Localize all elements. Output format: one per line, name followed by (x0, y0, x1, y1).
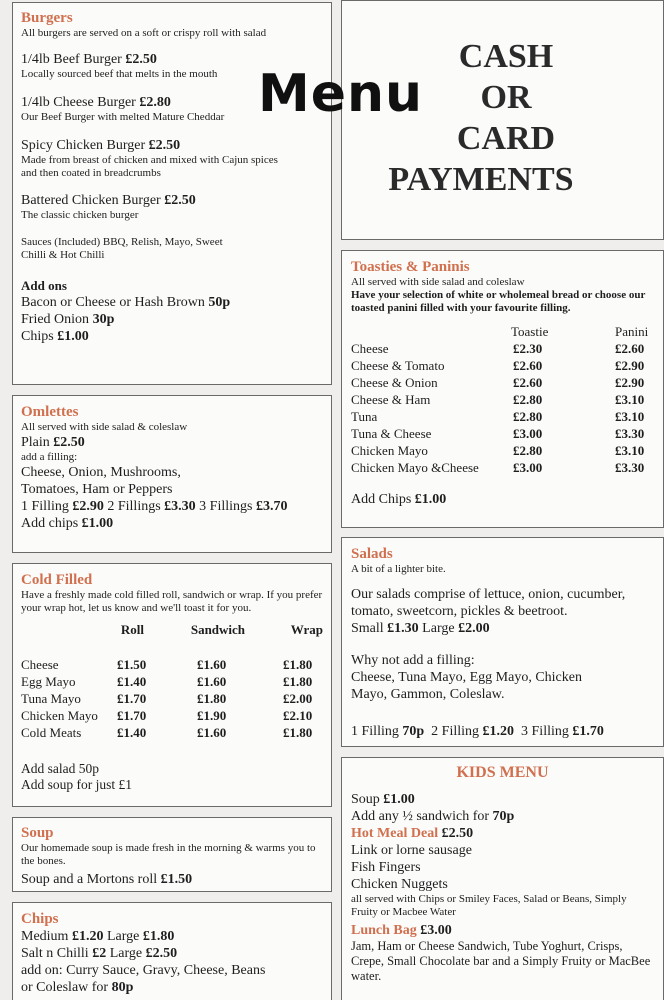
toasties-table-header (351, 323, 654, 340)
item-name: Tuna (351, 409, 378, 424)
item-price: £1.40 (117, 674, 147, 689)
item-name: Cheese & Ham (351, 392, 431, 407)
toasties-intro: All served with side salad and coleslaw (351, 276, 525, 288)
toasties-section (341, 250, 664, 528)
option-label: 2 Fillings (107, 499, 161, 514)
cold-extra: Add soup for just £1 (21, 777, 132, 792)
addons-title: Add ons (21, 278, 67, 293)
omlettes-section (12, 395, 332, 553)
cold-extra: Add salad 50p (21, 761, 99, 776)
omlette-fillings: Cheese, Onion, Mushrooms, Tomatoes, Ham or Peppers (21, 465, 181, 497)
item-price: £1.60 (197, 657, 227, 672)
item-price: £3.00 (513, 426, 543, 441)
item-price: £3.00 (513, 460, 543, 475)
item-price: £2.60 (615, 341, 645, 356)
option-label: 1 Filling (21, 499, 69, 514)
option-price: £3.30 (164, 499, 196, 514)
kids-sandwich-price: 70p (492, 809, 515, 824)
item-price: £1.80 (283, 725, 313, 740)
burgers-title: Burgers (21, 10, 73, 26)
payment-notice-line: CARD (456, 120, 556, 157)
item-name: Egg Mayo (21, 674, 76, 689)
chips-size-price: £2 (92, 946, 107, 961)
burger-item (21, 137, 323, 180)
kids-sandwich-label: Add any ½ sandwich for (351, 809, 490, 824)
salads-desc: Our salads comprise of lettuce, onion, cucumber, tomato, sweetcorn, pickles & beetroot. (351, 587, 626, 619)
filling-note: add a filling: (21, 451, 78, 463)
cold-table-header (21, 621, 323, 638)
lunch-bag-price: £3.00 (420, 923, 452, 938)
burger-price: £2.50 (164, 193, 196, 208)
cold-table (21, 656, 323, 741)
chips-section (12, 902, 332, 1000)
omlettes-intro: All served with side salad & coleslaw (21, 421, 188, 433)
item-name: Cheese (351, 341, 389, 356)
item-price: £2.80 (513, 443, 543, 458)
payment-notice-line: CASH (458, 38, 554, 75)
item-price: £1.60 (197, 674, 227, 689)
chips-size-label: Medium (21, 929, 69, 944)
soup-section (12, 817, 332, 892)
item-price: £2.60 (513, 358, 543, 373)
col-header: Sandwich (190, 622, 246, 637)
salads-title: Salads (351, 546, 393, 562)
chips-addon: add on: Curry Sauce, Gravy, Cheese, Beans (21, 963, 266, 978)
item-price: £3.30 (615, 460, 645, 475)
col-header: Roll (120, 622, 145, 637)
item-name: Chicken Mayo (21, 708, 98, 723)
item-name: Chicken Mayo (351, 443, 428, 458)
salad-size-label: Small (351, 621, 384, 636)
chips-price: £1.00 (81, 516, 114, 531)
chips-label: Add chips (21, 516, 79, 531)
page-title: Menu (258, 64, 424, 124)
payment-notice-line: OR (480, 79, 532, 116)
option-label: 3 Filling (521, 724, 569, 739)
burger-price: £2.50 (148, 138, 181, 153)
burger-desc: Locally sourced beef that melts in the mouth (21, 68, 218, 80)
item-price: £1.80 (197, 691, 227, 706)
item-price: £1.90 (197, 708, 227, 723)
option-label: 2 Filling (431, 724, 480, 739)
chips-size-price: £1.80 (142, 929, 175, 944)
hot-meal-note: all served with Chips or Smiley Faces, Salad or Beans, Simply Fruity or Macbee Water (351, 893, 627, 918)
item-price: £3.30 (615, 426, 645, 441)
option-price: £1.70 (572, 724, 604, 739)
burger-name: Spicy Chicken Burger (21, 138, 146, 153)
table-row (351, 357, 654, 374)
hot-meal-item: Link or lorne sausage (351, 843, 472, 858)
addon-price: £1.00 (57, 329, 89, 344)
option-label: 1 Filling (351, 724, 399, 739)
burgers-section (12, 2, 332, 385)
soup-intro: Our homemade soup is made fresh in the morning & warms you to the bones. (21, 842, 316, 867)
chips-size-label: Large (109, 946, 143, 961)
item-price: £3.10 (615, 443, 645, 458)
hot-meal-item: Chicken Nuggets (351, 877, 448, 892)
omlettes-title: Omlettes (21, 404, 79, 420)
col-header: Toastie (511, 324, 549, 339)
addon-name: Chips (21, 329, 54, 344)
toasties-title: Toasties & Paninis (351, 259, 470, 275)
lunch-bag-desc: Jam, Ham or Cheese Sandwich, Tube Yoghurt, Crisps, Crepe, Small Chocolate bar and a Simply Fruity or MacBee water. (351, 939, 651, 983)
option-price: £1.20 (482, 724, 515, 739)
table-row (351, 391, 654, 408)
item-name: Cheese & Onion (351, 375, 438, 390)
coleslaw-price: 80p (111, 980, 134, 995)
hot-meal-price: £2.50 (441, 826, 474, 841)
burger-price: £2.50 (125, 52, 157, 67)
burger-sauces: Sauces (Included) BBQ, Relish, Mayo, Sweet Chilli & Hot Chilli (21, 236, 223, 261)
col-header: Wrap (290, 622, 324, 637)
coleslaw-label: or Coleslaw for (21, 980, 109, 995)
table-row (351, 374, 654, 391)
chips-size-label: Large (106, 929, 140, 944)
salad-size-label: Large (422, 621, 455, 636)
cold-filled-intro: Have a freshly made cold filled roll, sandwich or wrap. If you prefer your wrap hot, let us know and we'll toast it for you. (21, 589, 323, 614)
toasties-table (351, 340, 654, 476)
cold-filled-section (12, 563, 332, 807)
item-price: £1.70 (117, 708, 147, 723)
addon-name: Fried Onion (21, 312, 90, 327)
addon-name: Bacon or Cheese or Hash Brown (21, 295, 205, 310)
item-price: £3.10 (615, 409, 645, 424)
addon-price: 50p (208, 295, 231, 310)
item-price: £1.80 (283, 657, 313, 672)
item-name: Cheese (21, 657, 59, 672)
soup-title: Soup (21, 825, 54, 841)
option-label: 3 Fillings (199, 499, 253, 514)
item-price: £2.80 (513, 392, 543, 407)
chips-title: Chips (21, 911, 59, 927)
burger-name: Battered Chicken Burger (21, 193, 161, 208)
soup-line-price: £1.50 (160, 872, 193, 887)
salad-size-price: £2.00 (458, 621, 490, 636)
chips-size-price: £2.50 (145, 946, 178, 961)
toasties-note: Have your selection of white or wholemeal bread or choose our toasted panini filled with your favourite filling. (351, 289, 646, 314)
option-price: 70p (402, 724, 425, 739)
plain-price: £2.50 (53, 435, 85, 450)
kids-soup-price: £1.00 (383, 792, 415, 807)
hot-meal-item: Fish Fingers (351, 860, 421, 875)
cold-filled-title: Cold Filled (21, 572, 93, 588)
chips-size-label: Salt n Chilli (21, 946, 89, 961)
burger-name: 1/4lb Beef Burger (21, 52, 122, 67)
kids-section (341, 757, 664, 1000)
addon-price: 30p (92, 312, 115, 327)
col-header: Panini (615, 324, 649, 339)
table-row (351, 340, 654, 357)
salads-intro: A bit of a lighter bite. (351, 563, 446, 575)
option-price: £2.90 (72, 499, 104, 514)
kids-title: KIDS MENU (456, 764, 549, 781)
item-price: £1.50 (117, 657, 147, 672)
lunch-bag-title: Lunch Bag (351, 923, 417, 938)
soup-line-label: Soup and a Mortons roll (21, 872, 158, 887)
salads-fillings: Cheese, Tuna Mayo, Egg Mayo, Chicken Mayo, Gammon, Coleslaw. (351, 670, 582, 702)
plain-label: Plain (21, 435, 50, 450)
item-price: £2.10 (283, 708, 313, 723)
item-name: Tuna & Cheese (351, 426, 432, 441)
burger-desc: The classic chicken burger (21, 209, 139, 221)
item-price: £2.60 (513, 375, 543, 390)
item-price: £2.90 (615, 358, 645, 373)
chips-size-price: £1.20 (71, 929, 104, 944)
item-name: Cheese & Tomato (351, 358, 445, 373)
table-row (351, 459, 654, 476)
payment-notice-line: PAYMENTS (388, 161, 574, 198)
option-price: £3.70 (255, 499, 288, 514)
item-price: £2.30 (513, 341, 543, 356)
salads-section (341, 537, 664, 747)
item-price: £2.80 (513, 409, 543, 424)
hot-meal-title: Hot Meal Deal (351, 826, 439, 841)
item-price: £1.40 (117, 725, 147, 740)
table-row (21, 707, 323, 724)
table-row (351, 408, 654, 425)
item-price: £2.00 (283, 691, 313, 706)
item-price: £1.70 (117, 691, 147, 706)
burger-name: 1/4lb Cheese Burger (21, 95, 136, 110)
item-price: £1.80 (283, 674, 313, 689)
table-row (21, 724, 323, 741)
chips-price: £1.00 (414, 492, 447, 507)
burger-item (21, 192, 323, 222)
burger-desc: Our Beef Burger with melted Mature Cheddar (21, 111, 225, 123)
table-row (21, 673, 323, 690)
item-name: Tuna Mayo (21, 691, 81, 706)
table-row (21, 690, 323, 707)
burger-desc: Made from breast of chicken and mixed with Cajun spices and then coated in breadcrumbs (21, 154, 278, 179)
kids-soup-label: Soup (351, 792, 380, 807)
chips-label: Add Chips (351, 492, 412, 507)
burger-price: £2.80 (139, 95, 171, 110)
item-name: Cold Meats (21, 725, 82, 740)
table-row (351, 425, 654, 442)
table-row (21, 656, 323, 673)
table-row (351, 442, 654, 459)
burgers-intro: All burgers are served on a soft or crispy roll with salad (21, 27, 267, 39)
item-price: £2.90 (615, 375, 645, 390)
item-price: £1.60 (197, 725, 227, 740)
item-price: £3.10 (615, 392, 645, 407)
salads-filling-question: Why not add a filling: (351, 653, 475, 668)
item-name: Chicken Mayo &Cheese (351, 460, 479, 475)
salad-size-price: £1.30 (387, 621, 419, 636)
